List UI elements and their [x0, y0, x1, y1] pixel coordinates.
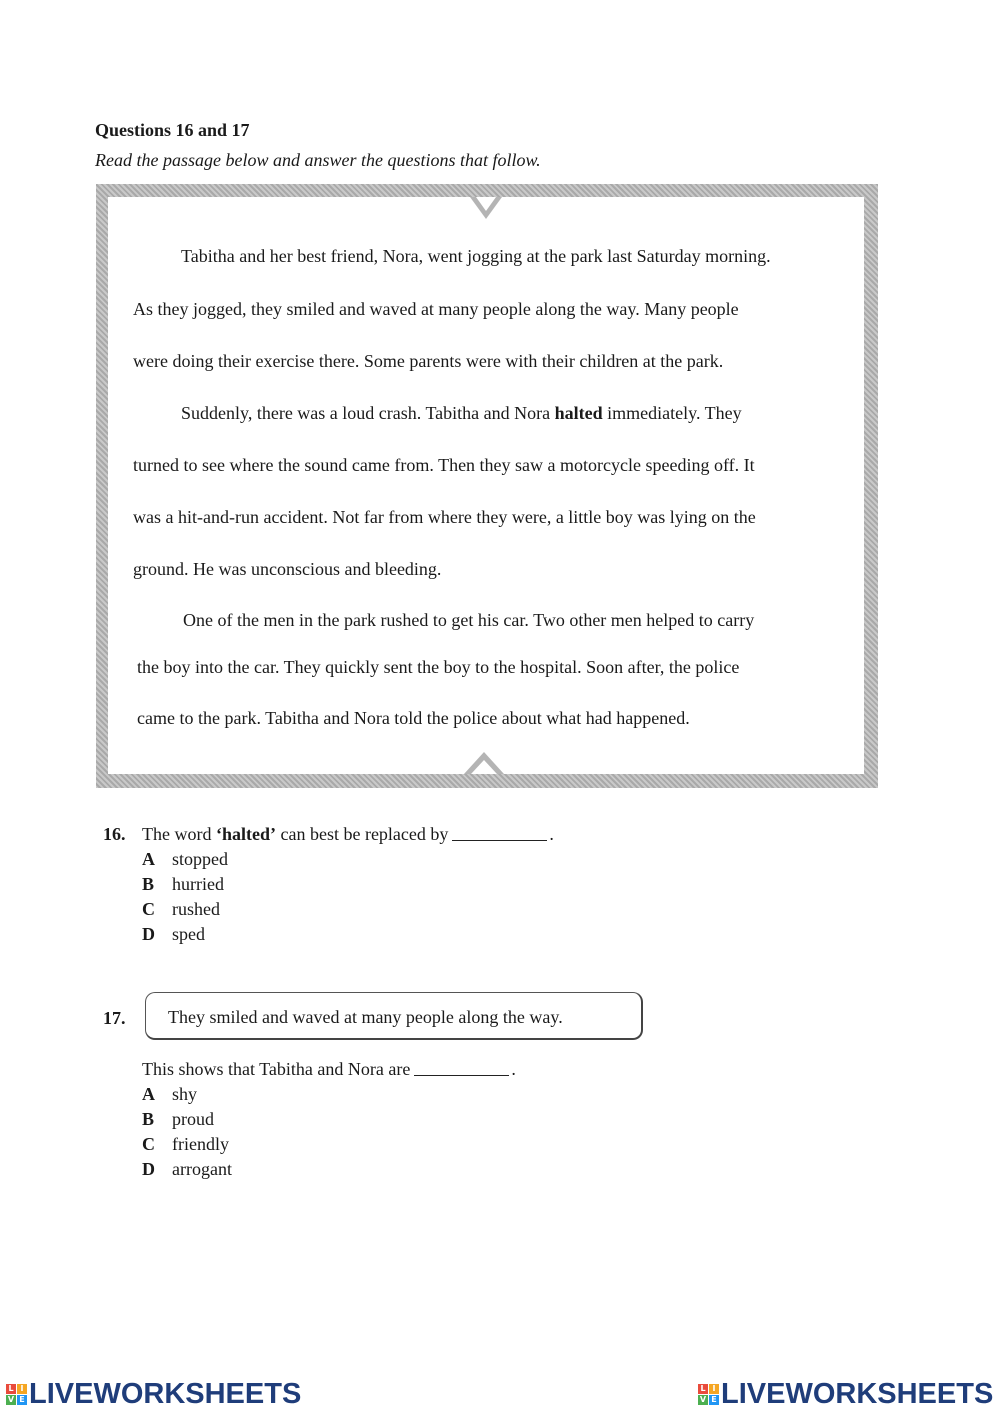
- logo-tile: V: [7, 1395, 15, 1404]
- logo-tile: E: [17, 1395, 27, 1405]
- option-letter: B: [142, 1109, 155, 1129]
- quote-text: They smiled and waved at many people along the way.: [168, 1007, 563, 1027]
- question-17-stem-text: This shows that Tabitha and Nora are: [142, 1059, 411, 1079]
- footer-brand-right: LIVEWORKSHEETS: [721, 1378, 994, 1410]
- question-16-end: .: [549, 824, 554, 844]
- section-title: Questions 16 and 17: [95, 120, 250, 140]
- question-17-end: .: [511, 1059, 516, 1079]
- passage-line-4: [181, 403, 742, 424]
- question-16-number: 16.: [103, 824, 126, 844]
- option-text: shy: [172, 1084, 198, 1104]
- option-letter: B: [142, 874, 155, 894]
- q17-option-d[interactable]: [142, 1159, 232, 1180]
- option-text: rushed: [172, 899, 220, 919]
- passage-line-2: As they jogged, they smiled and waved at many people along the way. Many people: [133, 299, 739, 319]
- q17-option-c[interactable]: [142, 1134, 229, 1155]
- question-17-number: 17.: [103, 1008, 126, 1028]
- passage-frame: [96, 184, 878, 788]
- liveworksheets-logo-icon: [6, 1384, 27, 1405]
- question-17-stem: [142, 1059, 516, 1080]
- instruction-text: Read the passage below and answer the questions that follow.: [95, 150, 541, 170]
- option-text: sped: [172, 924, 205, 944]
- logo-tile: E: [709, 1395, 719, 1405]
- option-letter: A: [142, 849, 155, 869]
- footer-logo-left[interactable]: [6, 1378, 301, 1411]
- option-text: stopped: [172, 849, 228, 869]
- passage-line-3: were doing their exercise there. Some parents were with their children at the park.: [133, 351, 724, 371]
- liveworksheets-logo-icon: [698, 1384, 719, 1405]
- option-letter: D: [142, 1159, 155, 1179]
- q17-option-b[interactable]: [142, 1109, 214, 1130]
- option-letter: D: [142, 924, 155, 944]
- option-letter: A: [142, 1084, 155, 1104]
- q16-option-c[interactable]: [142, 899, 220, 920]
- passage-line-1: Tabitha and her best friend, Nora, went jogging at the park last Saturday morning.: [181, 246, 771, 266]
- q17-option-a[interactable]: [142, 1084, 197, 1105]
- option-text: friendly: [172, 1134, 229, 1154]
- q16-option-a[interactable]: [142, 849, 228, 870]
- passage-line-7: ground. He was unconscious and bleeding.: [133, 559, 442, 579]
- answer-blank-16[interactable]: [452, 840, 547, 841]
- passage-line-6: was a hit-and-run accident. Not far from where they were, a little boy was lying on the: [133, 507, 756, 527]
- footer-logo-right[interactable]: [698, 1378, 993, 1411]
- q16-option-b[interactable]: [142, 874, 224, 895]
- logo-tile: I: [17, 1384, 27, 1394]
- logo-tile: L: [6, 1384, 16, 1394]
- question-16-keyword: ‘halted’: [215, 824, 276, 844]
- frame-notch-top-inner: [476, 197, 496, 211]
- q16-option-d[interactable]: [142, 924, 205, 945]
- option-letter: C: [142, 899, 155, 919]
- passage-line-5: turned to see where the sound came from. Then they saw a motorcycle speeding off. It: [133, 455, 755, 475]
- option-text: arrogant: [172, 1159, 232, 1179]
- footer-brand-left: LIVEWORKSHEETS: [29, 1378, 302, 1410]
- passage-frame-inner: [108, 197, 864, 774]
- question-16-prefix: The word: [142, 824, 216, 844]
- keyword-halted: halted: [554, 403, 603, 423]
- logo-tile: L: [698, 1384, 708, 1394]
- passage-line-4-end: immediately. They: [607, 403, 742, 423]
- frame-notch-bottom-inner: [471, 760, 497, 774]
- passage-line-9: the boy into the car. They quickly sent the boy to the hospital. Soon after, the police: [137, 657, 740, 677]
- passage-line-10: came to the park. Tabitha and Nora told the police about what had happened.: [137, 708, 690, 728]
- option-text: proud: [172, 1109, 214, 1129]
- logo-tile: I: [709, 1384, 719, 1394]
- passage-line-4-start: Suddenly, there was a loud crash. Tabitha and Nora: [181, 403, 555, 423]
- question-16-stem: [142, 824, 554, 845]
- option-text: hurried: [172, 874, 224, 894]
- answer-blank-17[interactable]: [414, 1075, 509, 1076]
- option-letter: C: [142, 1134, 155, 1154]
- question-16-suffix: can best be replaced by: [275, 824, 449, 844]
- passage-line-8: One of the men in the park rushed to get his car. Two other men helped to carry: [183, 610, 755, 630]
- logo-tile: V: [699, 1395, 707, 1404]
